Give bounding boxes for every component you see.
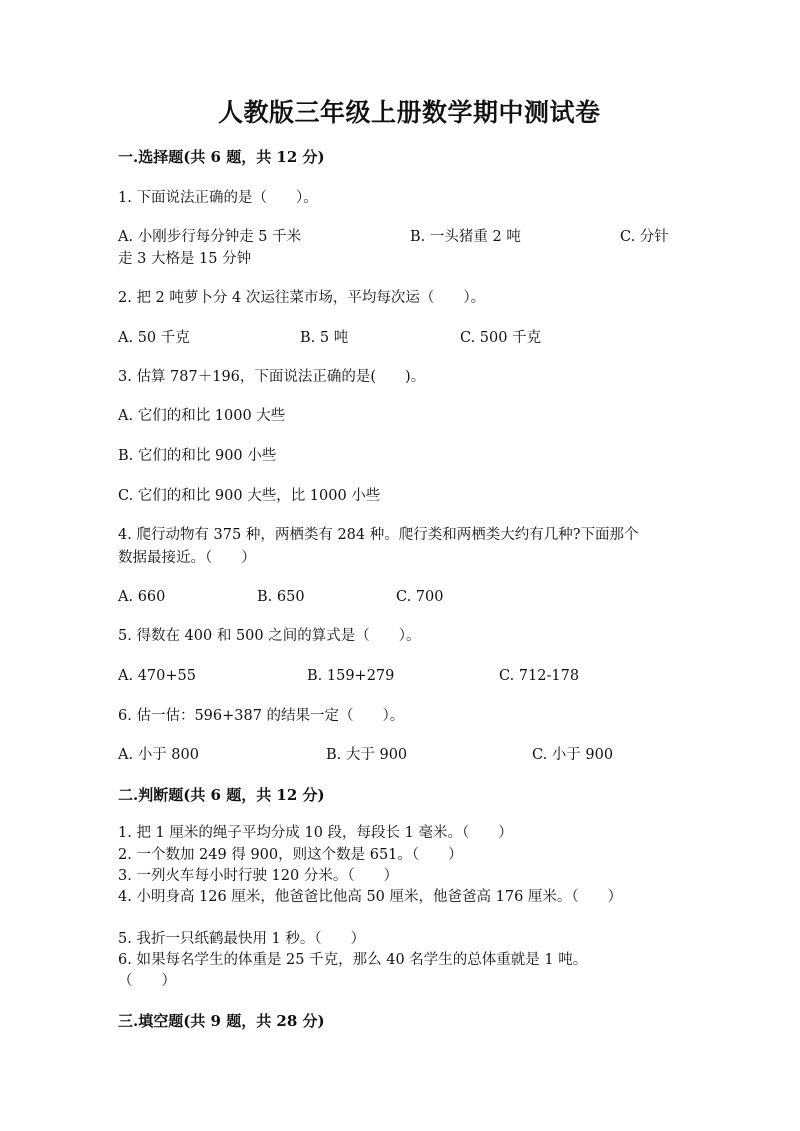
judge-item-5: 5. 我折一只纸鹤最快用 1 秒。（ ） bbox=[118, 931, 366, 947]
question-3-option-c: C. 它们的和比 900 大些，比 1000 小些 bbox=[118, 488, 381, 504]
question-4-option-c: C. 700 bbox=[396, 589, 444, 605]
judge-item-6-continued: （ ） bbox=[118, 973, 176, 989]
question-5-option-c: C. 712-178 bbox=[499, 668, 580, 684]
question-6-stem: 6. 估一估：596+387 的结果一定（ ）。 bbox=[118, 708, 405, 724]
question-1-stem: 1. 下面说法正确的是（ ）。 bbox=[118, 190, 318, 206]
question-1-option-c: C. 分针 bbox=[620, 229, 669, 245]
section-heading-true-false: 二.判断题(共 6 题，共 12 分) bbox=[118, 786, 325, 804]
judge-item-3: 3. 一列火车每小时行驶 120 分米。（ ） bbox=[118, 868, 399, 884]
question-5-stem: 5. 得数在 400 和 500 之间的算式是（ ）。 bbox=[118, 628, 421, 644]
question-4-option-a: A. 660 bbox=[118, 589, 166, 605]
question-5-option-b: B. 159+279 bbox=[307, 668, 395, 684]
section-heading-choice: 一.选择题(共 6 题，共 12 分) bbox=[118, 148, 325, 166]
question-3-option-b: B. 它们的和比 900 小些 bbox=[118, 448, 277, 464]
question-1-option-a: A. 小刚步行每分钟走 5 千米 bbox=[118, 229, 302, 245]
page-title: 人教版三年级上册数学期中测试卷 bbox=[218, 98, 601, 127]
question-6-option-b: B. 大于 900 bbox=[326, 747, 408, 763]
question-6-option-a: A. 小于 800 bbox=[118, 747, 199, 763]
question-4-stem-continued: 数据最接近。（ ） bbox=[118, 550, 256, 566]
section-heading-fill-blank: 三.填空题(共 9 题，共 28 分) bbox=[118, 1012, 325, 1030]
judge-item-1: 1. 把 1 厘米的绳子平均分成 10 段，每段长 1 毫米。（ ） bbox=[118, 825, 513, 841]
question-5-option-a: A. 470+55 bbox=[118, 668, 196, 684]
question-3-stem: 3. 估算 787＋196，下面说法正确的是( )。 bbox=[118, 369, 426, 385]
question-2-option-c: C. 500 千克 bbox=[460, 330, 542, 346]
question-6-option-c: C. 小于 900 bbox=[532, 747, 614, 763]
question-1-option-b: B. 一头猪重 2 吨 bbox=[410, 229, 521, 245]
question-1-option-c-continued: 走 3 大格是 15 分钟 bbox=[118, 251, 252, 267]
question-2-stem: 2. 把 2 吨萝卜分 4 次运往菜市场，平均每次运（ ）。 bbox=[118, 290, 486, 306]
question-3-option-a: A. 它们的和比 1000 大些 bbox=[118, 408, 286, 424]
judge-item-2: 2. 一个数加 249 得 900，则这个数是 651。（ ） bbox=[118, 847, 463, 863]
judge-item-4: 4. 小明身高 126 厘米，他爸爸比他高 50 厘米，他爸爸高 176 厘米。（ ） bbox=[118, 889, 623, 905]
question-2-option-b: B. 5 吨 bbox=[300, 330, 349, 346]
judge-item-6: 6. 如果每名学生的体重是 25 千克，那么 40 名学生的总体重就是 1 吨。 bbox=[118, 952, 588, 968]
question-4-option-b: B. 650 bbox=[257, 589, 305, 605]
question-2-option-a: A. 50 千克 bbox=[118, 330, 190, 346]
question-4-stem: 4. 爬行动物有 375 种，两栖类有 284 种。爬行类和两栖类大约有几种?下面那个 bbox=[118, 527, 639, 543]
